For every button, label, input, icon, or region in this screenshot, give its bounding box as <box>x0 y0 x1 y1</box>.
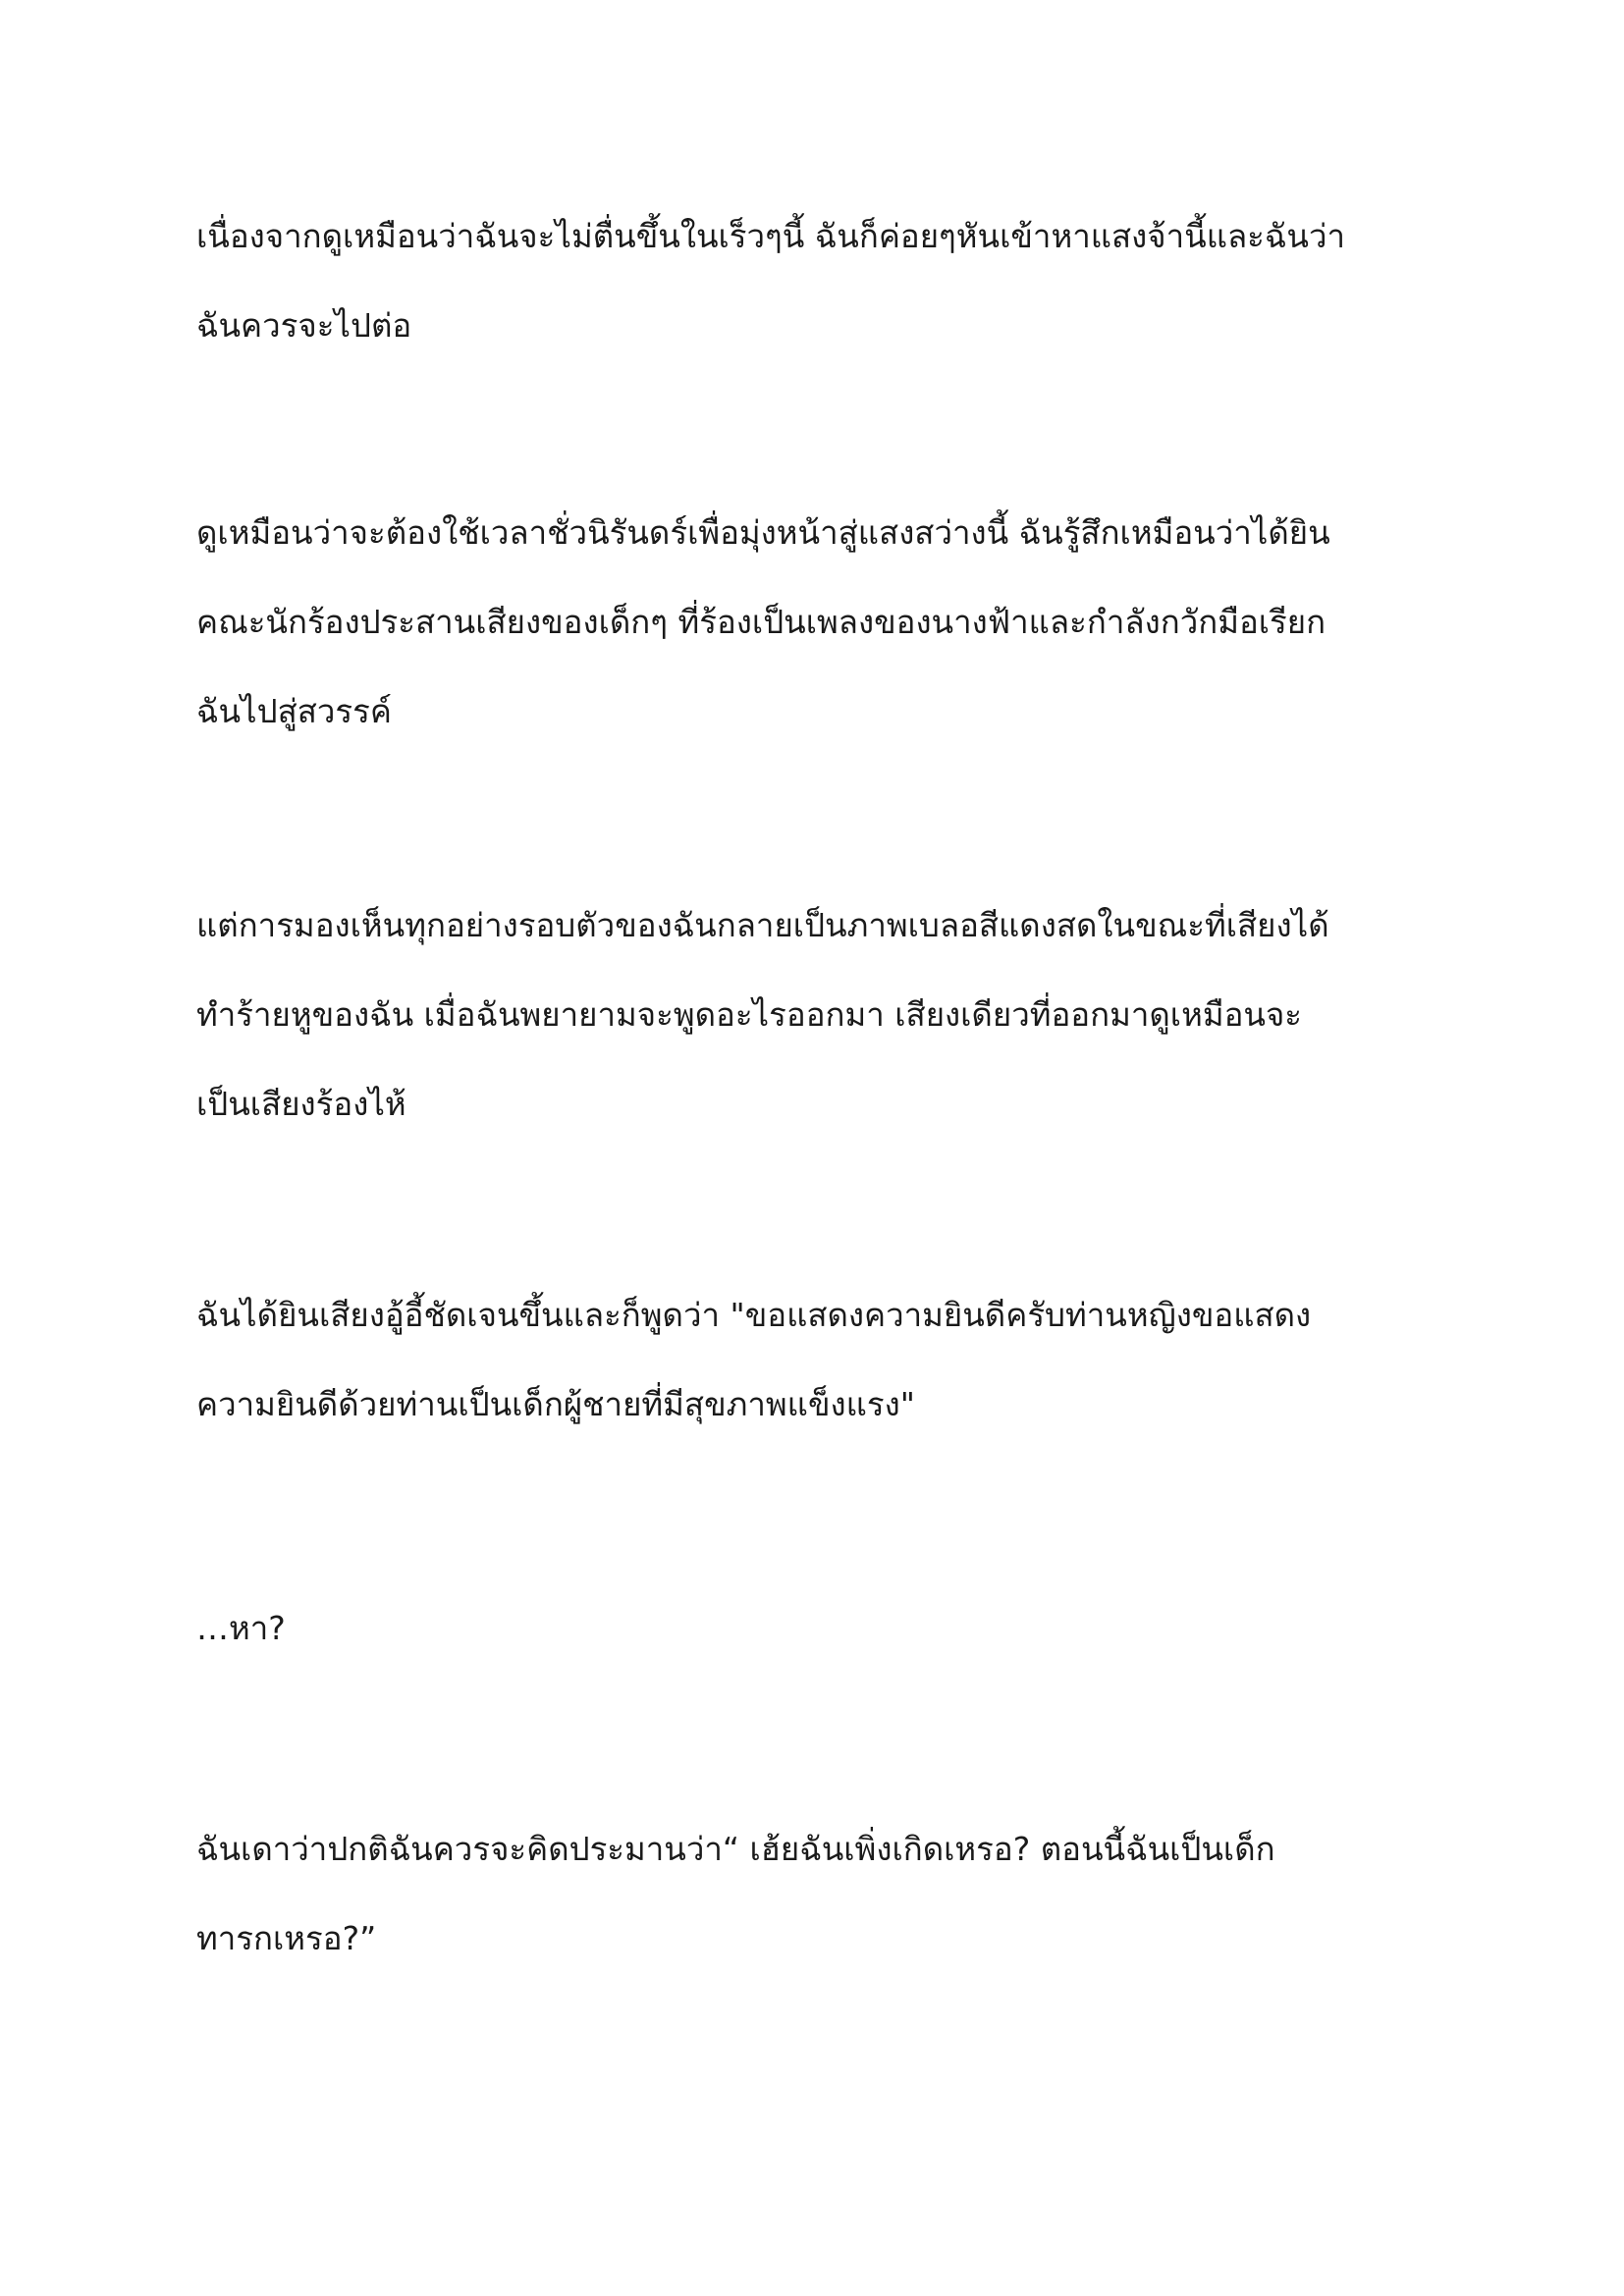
paragraph-4: ฉันได้ยินเสียงอู้อี้ชัดเจนขึ้นและก็พูดว่า "ขอแสดงความยินดีครับท่านหญิงขอแสดง ความยินดีด้วยท่านเป็นเด็กผู้ชายที่มีสุขภาพแข็งแรง" <box>196 1296 1312 1423</box>
paragraph-2: ดูเหมือนว่าจะต้องใช้เวลาชั่วนิรันดร์เพื่อมุ่งหน้าสู่แสงสว่างนี้ ฉันรู้สึกเหมือนว่าได้ยิน คณะนักร้องประสานเสียงของเด็กๆ ที่ร้องเป็นเพลงของนางฟ้าและกำลังกวักมือเรียก ฉันไปสู่สวรรค์ <box>196 513 1330 730</box>
paragraph-6: ฉันเดาว่าปกติฉันควรจะคิดประมานว่า“ เฮ้ยฉันเพิ่งเกิดเหรอ? ตอนนี้ฉันเป็นเด็ก ทารกเหรอ?” <box>196 1830 1275 1957</box>
paragraph-3: แต่การมองเห็นทุกอย่างรอบตัวของฉันกลายเป็นภาพเบลอสีแดงสดในขณะที่เสียงได้ ทำร้ายหูของฉัน เมื่อฉันพยายามจะพูดอะไรออกมา เสียงเดียวที่ออกมาดูเหมือนจะ เป็นเสียงร้องไห้ <box>196 906 1329 1123</box>
paragraph-5: …หา? <box>196 1609 286 1647</box>
paragraph-1: เนื่องจากดูเหมือนว่าฉันจะไม่ตื่นขึ้นในเร็วๆนี้ ฉันก็ค่อยๆหันเข้าหาแสงจ้านี้และฉันว่า ฉันควรจะไปต่อ <box>196 217 1346 345</box>
